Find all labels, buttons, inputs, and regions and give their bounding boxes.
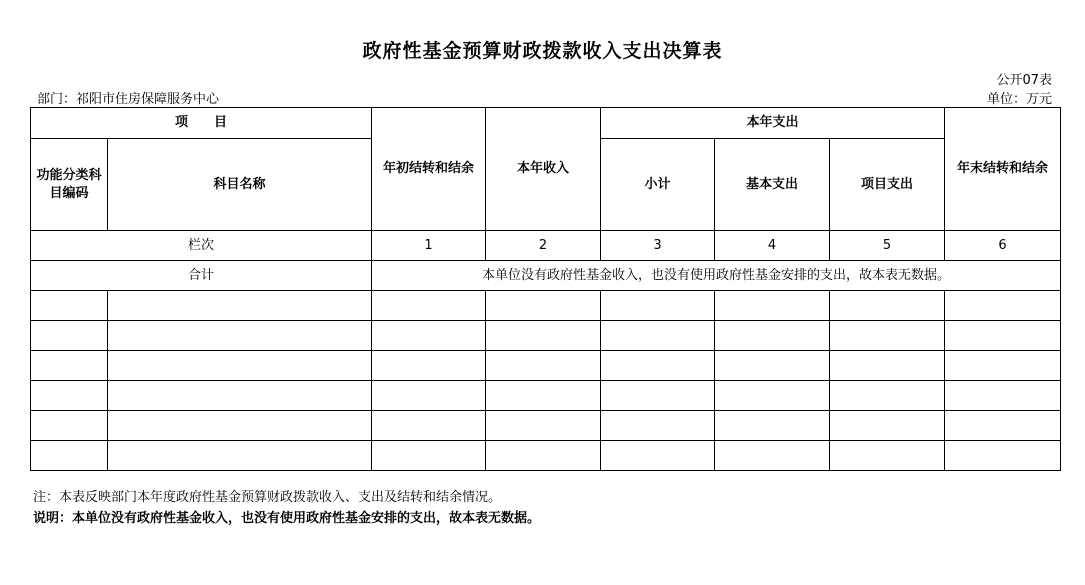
total-row — [31, 261, 1061, 291]
col-num: 5 — [830, 231, 945, 261]
cell — [945, 441, 1061, 471]
cell — [830, 321, 945, 351]
cell — [945, 321, 1061, 351]
form-number: 公开07表 — [996, 73, 1052, 88]
cell — [945, 291, 1061, 321]
cell — [830, 351, 945, 381]
col-num: 4 — [715, 231, 830, 261]
cell — [601, 381, 715, 411]
col-num: 3 — [601, 231, 715, 261]
cell — [601, 411, 715, 441]
cell — [108, 381, 372, 411]
column-number-row — [31, 231, 1061, 261]
cell — [715, 381, 830, 411]
header-income: 本年收入 — [486, 108, 601, 231]
cell — [830, 291, 945, 321]
col-num: 1 — [372, 231, 486, 261]
cell — [830, 411, 945, 441]
cell — [31, 441, 108, 471]
cell — [715, 351, 830, 381]
cell — [372, 441, 486, 471]
header-project-expense: 项目支出 — [830, 139, 945, 231]
cell — [108, 411, 372, 441]
cell — [31, 321, 108, 351]
report-title: 政府性基金预算财政拨款收入支出决算表 — [362, 40, 723, 62]
cell — [31, 291, 108, 321]
cell — [486, 351, 601, 381]
explanation-note: 说明：本单位没有政府性基金收入，也没有使用政府性基金安排的支出，故本表无数据。 — [33, 511, 541, 526]
table-row — [31, 291, 1061, 321]
footnote: 注：本表反映部门本年度政府性基金预算财政拨款收入、支出及结转和结余情况。 — [33, 490, 502, 505]
header-expense: 本年支出 — [601, 108, 945, 139]
total-label: 合计 — [31, 261, 372, 291]
unit-label: 单位：万元 — [986, 92, 1052, 107]
cell — [601, 351, 715, 381]
header-subtotal: 小计 — [601, 139, 715, 231]
department-label: 部门：祁阳市住房保障服务中心 — [37, 92, 220, 107]
header-end-balance: 年末结转和结余 — [945, 108, 1061, 231]
table-row — [31, 351, 1061, 381]
cell — [486, 381, 601, 411]
header-project: 项 目 — [31, 108, 372, 139]
table-row — [31, 441, 1061, 471]
cell — [715, 411, 830, 441]
cell — [108, 351, 372, 381]
cell — [108, 441, 372, 471]
cell — [486, 321, 601, 351]
table-row — [31, 321, 1061, 351]
col-label: 栏次 — [31, 231, 372, 261]
col-num: 6 — [945, 231, 1061, 261]
cell — [372, 381, 486, 411]
table-row — [31, 381, 1061, 411]
cell — [31, 351, 108, 381]
header-begin-balance: 年初结转和结余 — [372, 108, 486, 231]
cell — [486, 441, 601, 471]
cell — [372, 321, 486, 351]
cell — [715, 291, 830, 321]
table-row — [31, 411, 1061, 441]
cell — [945, 381, 1061, 411]
cell — [830, 381, 945, 411]
cell — [601, 321, 715, 351]
cell — [715, 441, 830, 471]
budget-table — [30, 107, 1061, 471]
cell — [601, 291, 715, 321]
cell — [372, 411, 486, 441]
header-basic: 基本支出 — [715, 139, 830, 231]
header-row-1 — [31, 108, 1061, 139]
cell — [601, 441, 715, 471]
cell — [945, 351, 1061, 381]
header-func-code: 功能分类科目编码 — [31, 139, 108, 231]
cell — [830, 441, 945, 471]
cell — [486, 411, 601, 441]
header-subject-name: 科目名称 — [108, 139, 372, 231]
cell — [31, 381, 108, 411]
total-message: 本单位没有政府性基金收入，也没有使用政府性基金安排的支出，故本表无数据。 — [372, 261, 1061, 291]
cell — [945, 411, 1061, 441]
cell — [372, 291, 486, 321]
cell — [108, 291, 372, 321]
cell — [372, 351, 486, 381]
cell — [486, 291, 601, 321]
col-num: 2 — [486, 231, 601, 261]
cell — [715, 321, 830, 351]
cell — [31, 411, 108, 441]
cell — [108, 321, 372, 351]
